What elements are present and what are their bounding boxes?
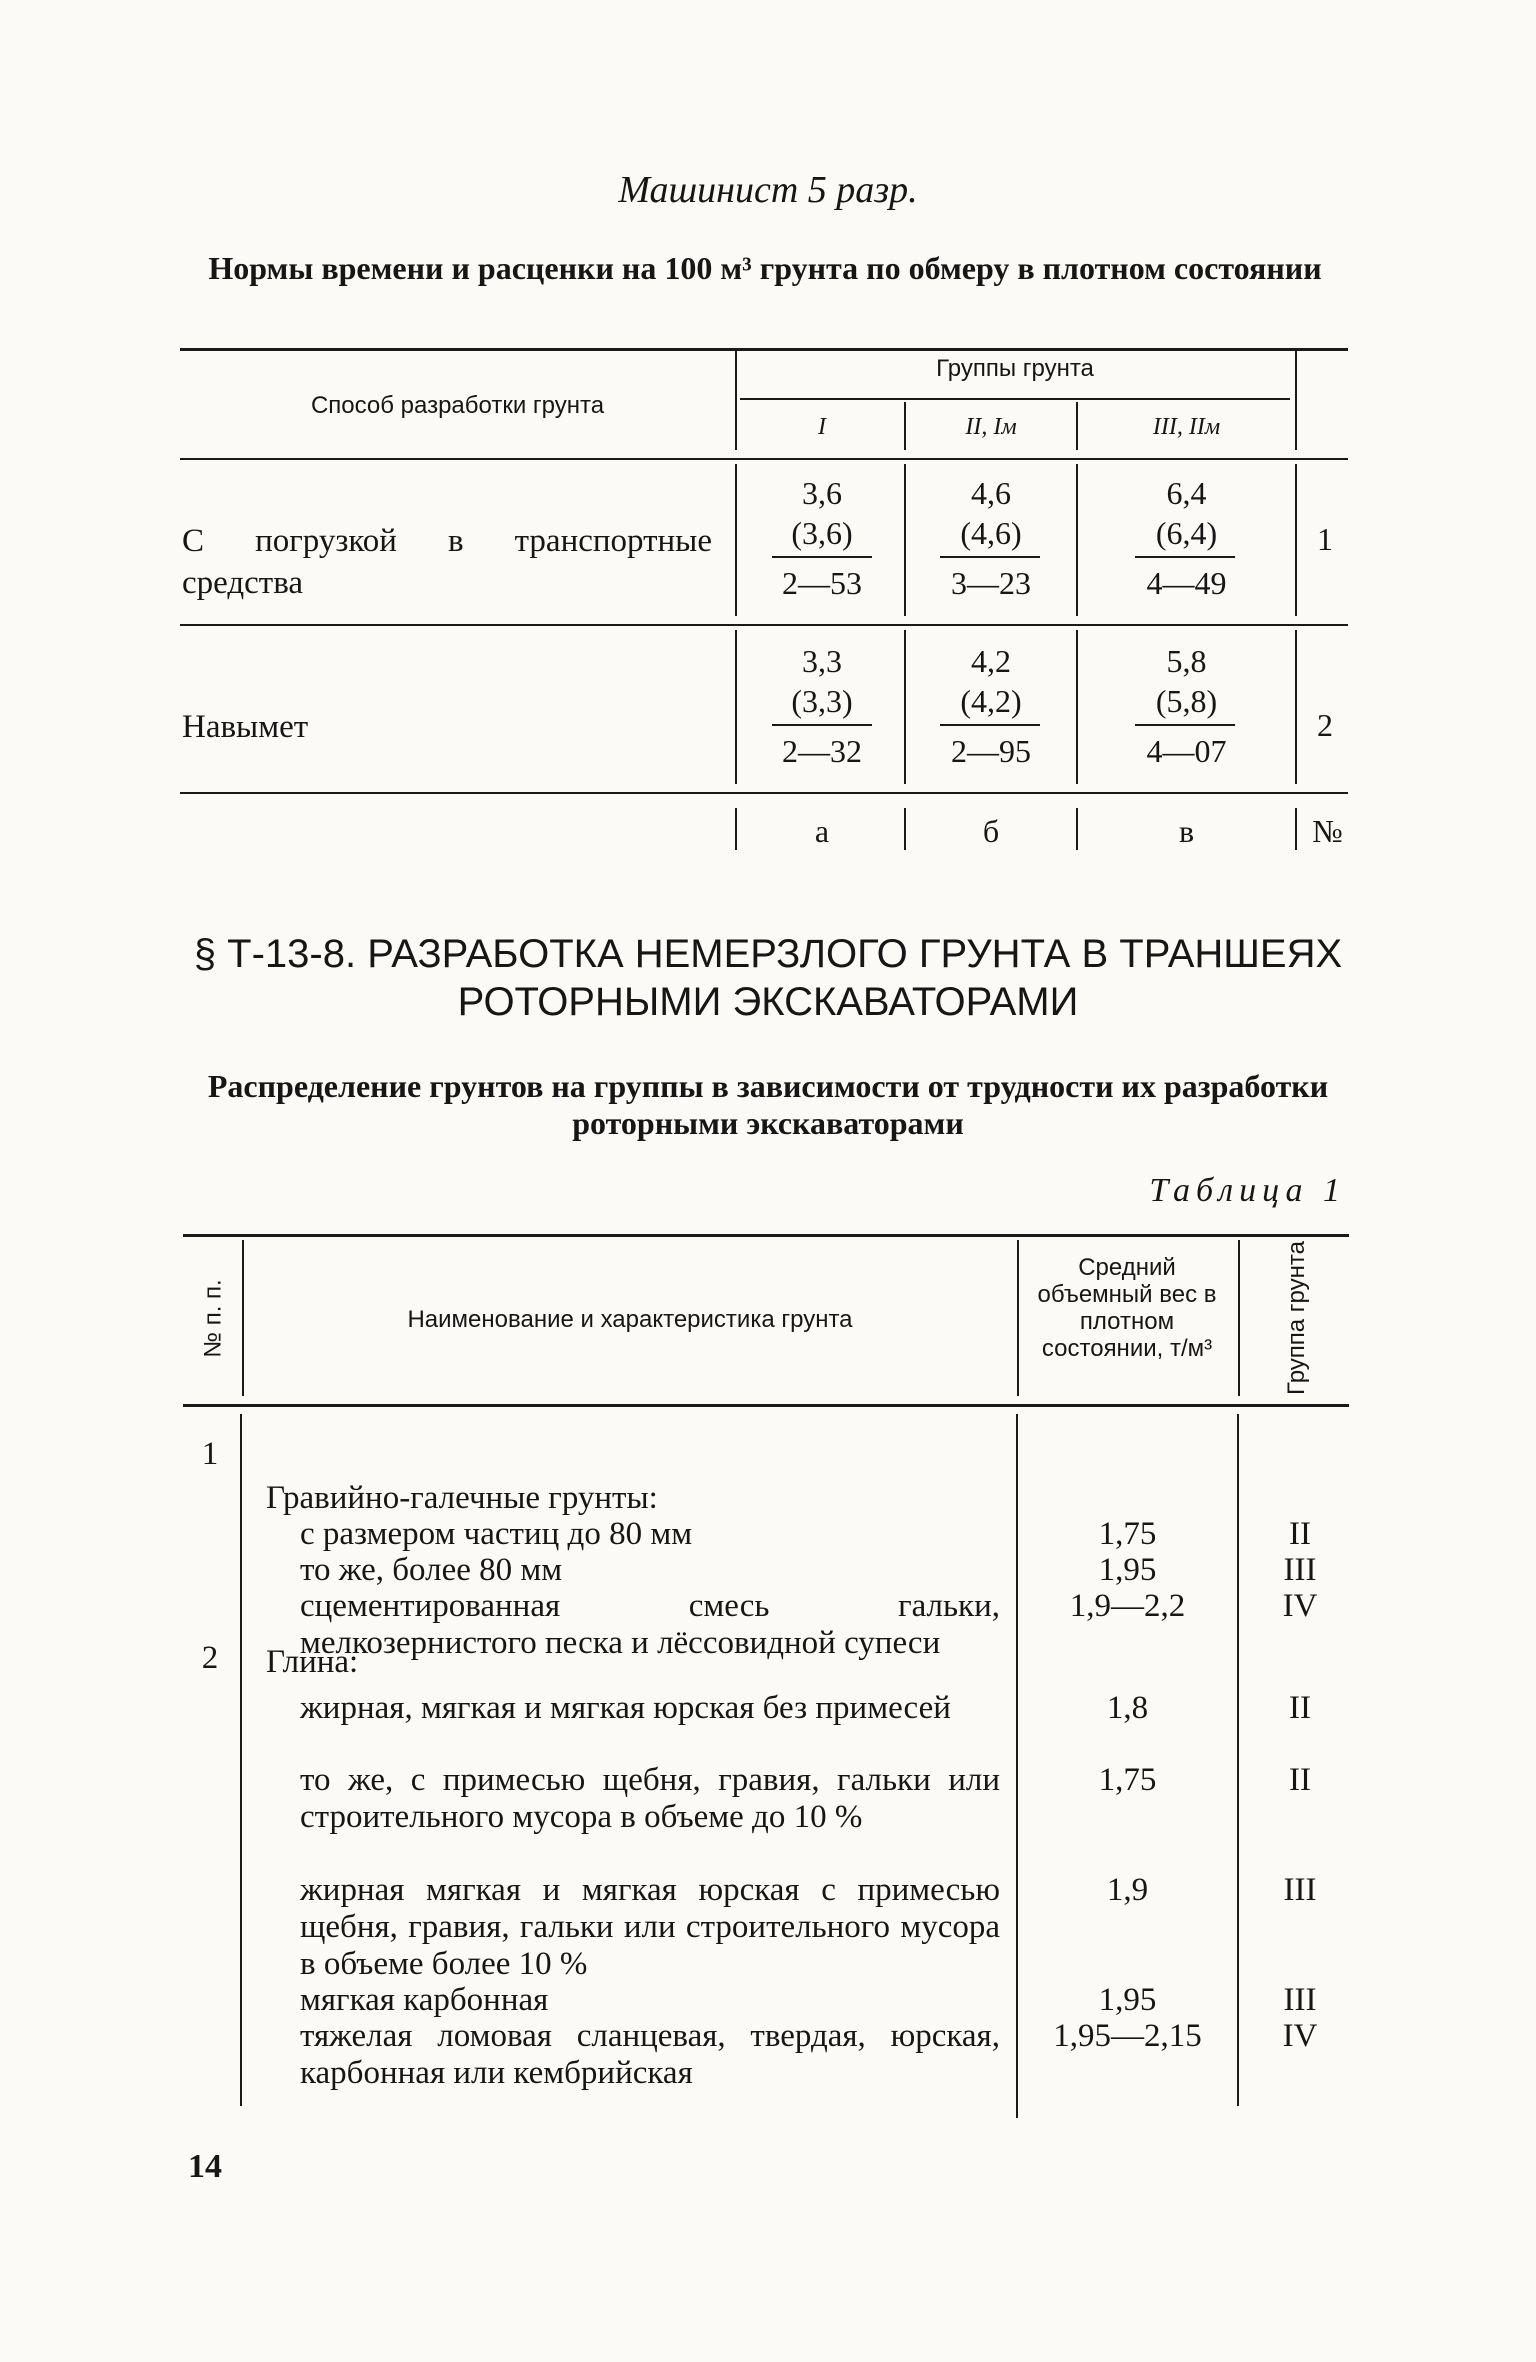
- r1-c2-rate: 3—23: [951, 565, 1031, 601]
- group-col-1: I: [818, 414, 826, 440]
- col-groups-header: Группы грунта: [936, 355, 1094, 382]
- table-label: Таблица 1: [1149, 1172, 1346, 1209]
- r2-c2-rate: 2—95: [951, 733, 1031, 769]
- row-2-item-4-group: III: [1283, 1982, 1317, 2018]
- row-1-item-3-weight: 1,9—2,2: [1069, 1588, 1186, 1624]
- row-2-title: Глина:: [266, 1644, 359, 1680]
- col-name-header: Наименование и характеристика грунта: [407, 1306, 853, 1333]
- row-2-item-4-weight: 1,95: [1098, 1982, 1157, 2018]
- r1-c3-rate: 4—49: [1146, 565, 1227, 601]
- r1-c3-paren: (6,4): [1155, 515, 1218, 551]
- row-1-item-2-text: то же, более 80 мм: [300, 1552, 563, 1588]
- footer-b: б: [982, 813, 1000, 849]
- r2-c1-rate: 2—32: [782, 733, 862, 769]
- row-1-item-3-text: сцементированная смесь гальки, мелкозернистого песка и лёссовидной супеси: [300, 1588, 1000, 1661]
- r1-c1-rate: 2—53: [782, 565, 862, 601]
- footer-num: №: [1312, 813, 1343, 849]
- row-2-item-3-text: жирная мягкая и мягкая юрская с примесью щебня, гравия, гальки или строительного мусора в объеме более 10 %: [300, 1872, 1000, 1982]
- col-weight-header: Средний объемный вес в плотном состоянии, т/м³: [1037, 1254, 1217, 1362]
- row-1-item-3-group: IV: [1282, 1588, 1318, 1624]
- col-method-header: Способ разработки грунта: [310, 392, 605, 419]
- r2-c1-norm: 3,3: [802, 643, 842, 679]
- group-col-2: II, Iм: [965, 414, 1017, 440]
- footer-v: в: [1178, 813, 1195, 849]
- row-2-item-5-text: тяжелая ломовая сланцевая, твердая, юрская, карбонная или кембрийская: [300, 2018, 1000, 2091]
- r2-c3-rate: 4—07: [1146, 733, 1227, 769]
- page-number: 14: [188, 2148, 222, 2185]
- r2-c1-paren: (3,3): [791, 683, 853, 719]
- row-1-label-text: С погрузкой в транспортные средства: [182, 523, 712, 601]
- col-num-header: № п. п.: [199, 1279, 227, 1358]
- row-1-item-1-weight: 1,75: [1098, 1516, 1157, 1552]
- row-1-title: Гравийно-галечные грунты:: [266, 1480, 658, 1516]
- row-2-item-2-weight: 1,75: [1098, 1762, 1157, 1798]
- r1-c3-norm: 6,4: [1166, 475, 1207, 511]
- group-col-3: III, IIм: [1152, 414, 1221, 440]
- row-1-item-1-text: с размером частиц до 80 мм: [300, 1516, 693, 1552]
- row-2-item-1-weight: 1,8: [1106, 1690, 1149, 1726]
- worker-grade: Машинист 5 разр.: [618, 169, 918, 211]
- r1-c1-norm: 3,6: [802, 475, 842, 511]
- row-2-item-4-text: мягкая карбонная: [300, 1982, 549, 2018]
- row-2-item-2-group: II: [1289, 1762, 1311, 1798]
- r1-c1-paren: (3,6): [791, 515, 853, 551]
- row-1-item-1-group: II: [1289, 1516, 1311, 1552]
- section-title: § Т-13-8. РАЗРАБОТКА НЕМЕРЗЛОГО ГРУНТА В ТРАНШЕЯХ РОТОРНЫМИ ЭКСКАВАТОРАМИ: [193, 932, 1343, 1024]
- r2-c3-paren: (5,8): [1155, 683, 1218, 719]
- row-2-item-3-weight: 1,9: [1106, 1872, 1149, 1908]
- row-2-item-5-weight: 1,95—2,15: [1053, 2018, 1202, 2054]
- row-2-label: Навымет: [182, 709, 309, 745]
- row-num-2: 2: [201, 1640, 219, 1676]
- section-subtitle: Распределение грунтов на группы в зависимости от трудности их разработки роторными экскаваторами: [207, 1068, 1329, 1141]
- footer-a: а: [814, 813, 830, 849]
- r2-c3-norm: 5,8: [1166, 643, 1207, 679]
- r2-c2-paren: (4,2): [960, 683, 1022, 719]
- r1-num: 1: [1317, 521, 1333, 557]
- row-2-item-3-group: III: [1283, 1872, 1317, 1908]
- norms-title: Нормы времени и расценки на 100 м³ грунта по обмеру в плотном состоянии: [208, 250, 1322, 286]
- row-2-item-1-group: II: [1289, 1690, 1311, 1726]
- r1-c2-norm: 4,6: [971, 475, 1011, 511]
- r1-c2-paren: (4,6): [960, 515, 1022, 551]
- row-2-item-2-text: то же, с примесью щебня, гравия, гальки или строительного мусора в объеме до 10 %: [300, 1762, 1000, 1835]
- row-1-item-2-weight: 1,95: [1098, 1552, 1157, 1588]
- col-group-header: Группа грунта: [1283, 1241, 1310, 1395]
- row-1-label: [182, 520, 712, 604]
- row-2-item-1-text: жирная, мягкая и мягкая юрская без примесей: [300, 1690, 951, 1726]
- r2-num: 2: [1317, 707, 1333, 743]
- r2-c2-norm: 4,2: [971, 643, 1011, 679]
- row-2-item-5-group: IV: [1282, 2018, 1318, 2054]
- row-1-item-2-group: III: [1283, 1552, 1317, 1588]
- row-num-1: 1: [201, 1436, 219, 1472]
